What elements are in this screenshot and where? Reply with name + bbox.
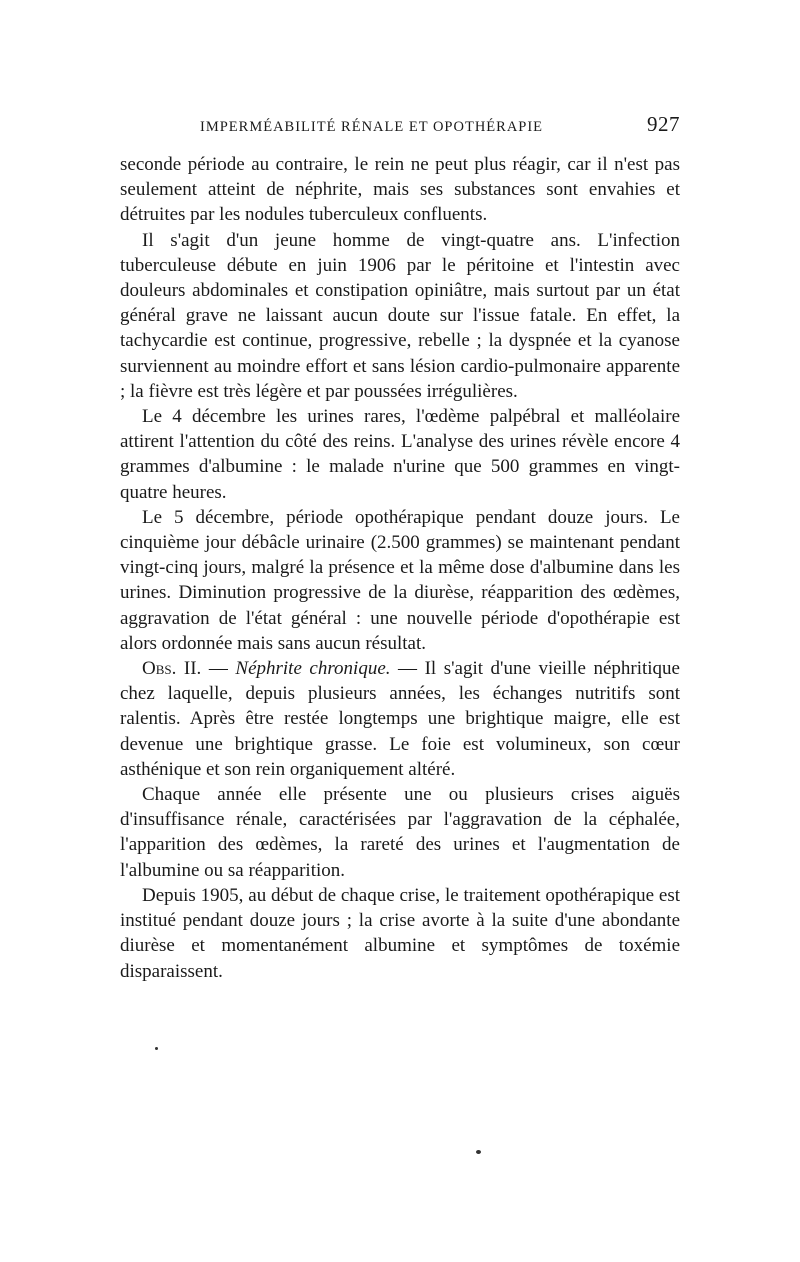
- stray-mark: [476, 1150, 481, 1154]
- paragraph-3: Le 4 décembre les urines rares, l'œdème palpébral et malléolaire attirent l'attention du côté des reins. L'analyse des urines révèle encore 4 grammes d'albumine : le malade n'urine que 500 grammes en vingt-quatre heures.: [120, 406, 680, 503]
- observation-paragraph: [120, 656, 680, 782]
- observation-dash: —: [201, 658, 236, 680]
- paragraph-1: seconde période au contraire, le rein ne peut plus réagir, car il n'est pas seulement atteint de néphrite, mais ses substances sont envahies et détruites par les nodules tuberculeux confluents.: [120, 154, 680, 226]
- paragraph-7: Depuis 1905, au début de chaque crise, le traitement opothérapique est institué pendant douze jours ; la crise avorte à la suite d'une abondante diurèse et momentanément albumine et symptômes de toxémie disparaissent.: [120, 884, 680, 982]
- paragraph-2: Il s'agit d'un jeune homme de vingt-quatre ans. L'infection tuberculeuse débute en juin 1906 par le péritoine et l'intestin avec douleurs abdominales et constipation opiniâtre, mais surtout par un état général grave ne laissant aucun doute sur l'issue fatale. En effet, la tachycardie est continue, progressive, rebelle ; la dyspnée et la cyanose surviennent au moindre effort et sans lésion cardio-pulmonaire apparente ; la fièvre est très légère et par poussées irrégulières.: [120, 229, 680, 402]
- observation-text: — Il s'agit d'une vieille néphritique chez laquelle, depuis plusieurs années, les échanges nutritifs sont ralentis. Après être restée longtemps une brightique maigre, elle est devenue une brightique grasse. Le foie est volumineux, son cœur asthénique et son rein organiquement altéré.: [120, 658, 680, 780]
- observation-title: Néphrite chronique.: [235, 658, 391, 680]
- stray-mark: [155, 1047, 158, 1050]
- running-title: IMPERMÉABILITÉ RÉNALE ET OPOTHÉRAPIE: [200, 119, 544, 135]
- paragraph-6: Chaque année elle présente une ou plusieurs crises aiguës d'insuffisance rénale, caractérisées par l'aggravation de la céphalée, l'apparition des œdèmes, la rareté des urines et l'augmentation de l'albumine ou sa réapparition.: [120, 784, 680, 881]
- paragraph-4: Le 5 décembre, période opothérapique pendant douze jours. Le cinquième jour débâcle urinaire (2.500 grammes) se maintenant pendant vingt-cinq jours, malgré la présence et la même dose d'albumine dans les urines. Diminution progressive de la diurèse, réapparition des œdèmes, aggravation de l'état général : une nouvelle période d'opothérapie est alors ordonnée mais sans aucun résultat.: [120, 506, 680, 654]
- page: [120, 112, 680, 984]
- body-text: [120, 152, 680, 984]
- observation-label: Obs. II.: [142, 658, 202, 680]
- page-number: 927: [647, 112, 680, 136]
- running-head: [120, 112, 680, 142]
